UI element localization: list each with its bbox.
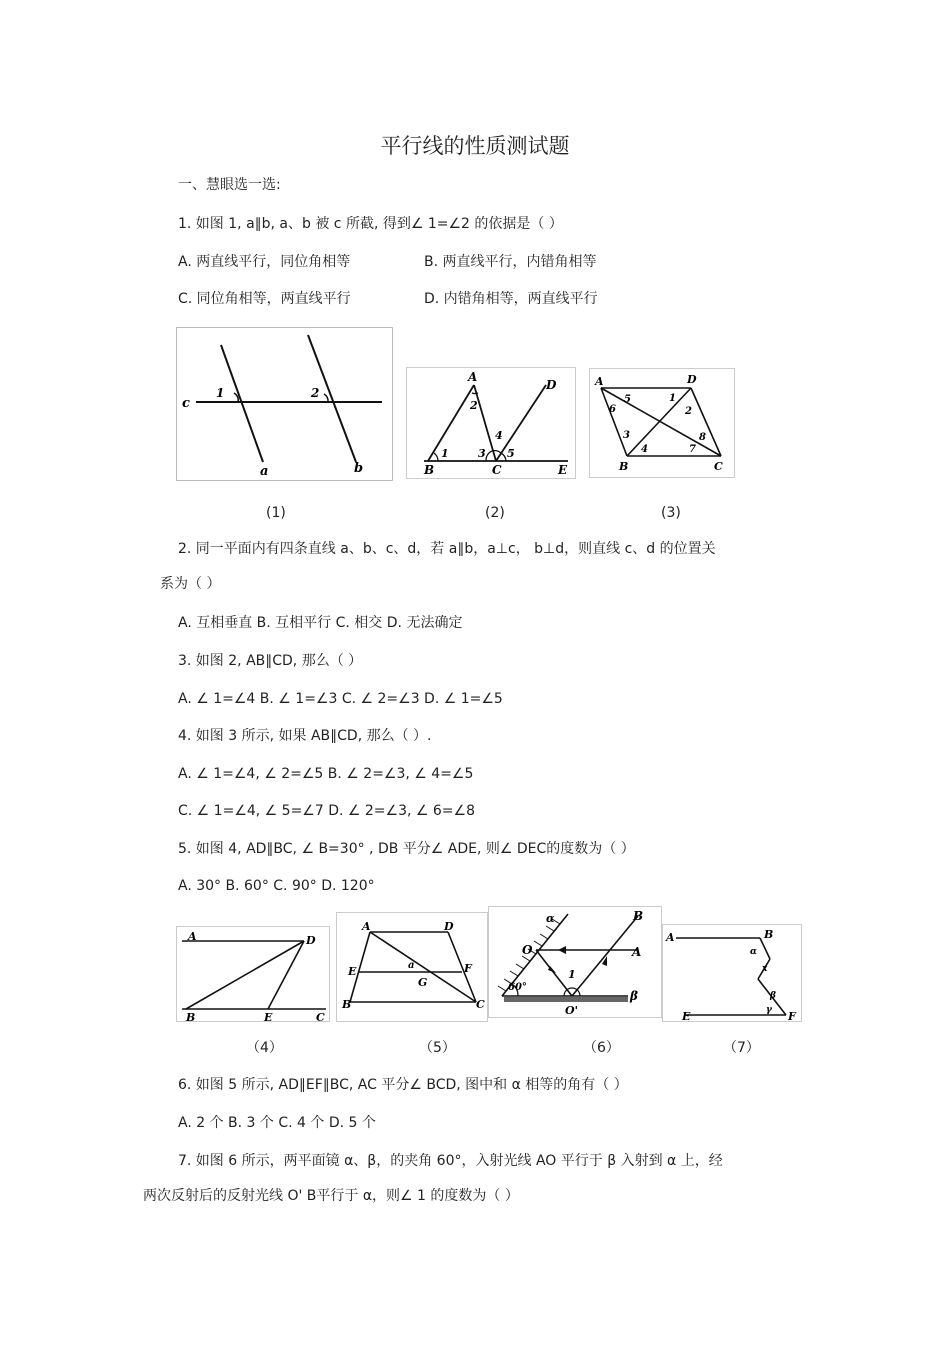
- figure-1: [176, 327, 394, 481]
- question-4-options-cd: C. ∠ 1=∠4, ∠ 5=∠7 D. ∠ 2=∠3, ∠ 6=∠8: [178, 803, 475, 819]
- fig3-label-B: B: [619, 460, 629, 473]
- figure-4: [176, 926, 330, 1022]
- fig2-label-A: A: [468, 370, 478, 384]
- figure-3-caption: (3): [661, 505, 681, 521]
- page-title: 平行线的性质测试题: [380, 134, 570, 158]
- fig3-label-2: 2: [685, 406, 692, 417]
- question-4-options-ab: A. ∠ 1=∠4, ∠ 2=∠5 B. ∠ 2=∠3, ∠ 4=∠5: [178, 766, 474, 782]
- fig4-label-B: B: [186, 1011, 196, 1022]
- question-7-stem: 7. 如图 6 所示，两平面镜 α、β，的夹角 60°，入射光线 AO 平行于 β 入射到 α 上，经: [178, 1153, 723, 1169]
- fig3-label-C: C: [714, 460, 723, 473]
- figure-1-caption: (1): [266, 505, 286, 521]
- fig3-label-3: 3: [623, 430, 630, 441]
- question-2-stem: 2. 同一平面内有四条直线 a、b、c、d，若 a∥b，a⊥c， b⊥d，则直线 c、d 的位置关: [178, 541, 716, 557]
- figure-6: [488, 906, 662, 1018]
- fig7-label-B: B: [764, 928, 774, 941]
- fig4-label-D: D: [306, 934, 316, 947]
- fig5-label-F: F: [464, 962, 472, 975]
- question-7-stem-cont: 两次反射后的反射光线 O' B平行于 α，则∠ 1 的度数为（ ）: [143, 1188, 519, 1204]
- fig7-label-F: F: [788, 1010, 796, 1022]
- fig5-label-alpha: a: [408, 960, 415, 971]
- fig5-label-E: E: [348, 965, 357, 978]
- fig5-label-G: G: [418, 976, 428, 989]
- fig2-label-D: D: [546, 378, 557, 392]
- fig5-label-C: C: [476, 998, 485, 1011]
- fig7-label-E: E: [682, 1010, 691, 1022]
- fig6-label-B: B: [633, 909, 644, 923]
- figure-2-caption: (2): [485, 505, 505, 521]
- fig3-label-D: D: [687, 373, 697, 386]
- fig6-label-beta: β: [630, 989, 638, 1003]
- section-heading: 一、慧眼选一选:: [178, 177, 281, 193]
- fig7-label-alpha: α: [750, 947, 757, 957]
- fig5-label-B: B: [342, 998, 352, 1011]
- fig1-label-a: a: [260, 464, 269, 479]
- fig3-label-6: 6: [609, 404, 616, 415]
- fig5-label-A: A: [362, 920, 371, 933]
- fig7-label-x: x: [762, 964, 768, 974]
- fig3-label-4: 4: [641, 444, 648, 455]
- figure-3: [589, 368, 735, 478]
- fig2-label-1: 1: [441, 447, 449, 460]
- question-6-options: A. 2 个 B. 3 个 C. 4 个 D. 5 个: [178, 1115, 376, 1131]
- fig7-label-A: A: [666, 931, 675, 944]
- fig4-label-A: A: [188, 930, 197, 943]
- fig7-label-gamma: γ: [766, 1005, 772, 1015]
- figure-2: [406, 367, 576, 479]
- fig2-label-4: 4: [495, 429, 503, 442]
- fig6-label-1: 1: [568, 968, 576, 981]
- fig6-label-A: A: [632, 945, 642, 959]
- fig3-label-5: 5: [624, 394, 631, 405]
- fig2-label-5: 5: [507, 447, 515, 460]
- fig6-label-60deg: 60°: [508, 982, 527, 993]
- fig1-label-b: b: [354, 461, 364, 476]
- question-4-stem: 4. 如图 3 所示, 如果 AB∥CD, 那么（ ）.: [178, 728, 432, 744]
- fig1-label-c: c: [182, 396, 190, 411]
- question-1-option-b: B. 两直线平行，内错角相等: [424, 254, 597, 270]
- figure-4-caption: （4）: [246, 1040, 283, 1056]
- fig2-label-3: 3: [478, 447, 486, 460]
- question-5-stem: 5. 如图 4, AD∥BC, ∠ B=30° , DB 平分∠ ADE, 则∠ DEC的度数为（ ）: [178, 841, 635, 857]
- fig2-label-B: B: [424, 463, 435, 477]
- fig5-label-D: D: [444, 920, 454, 933]
- question-1-option-d: D. 内错角相等，两直线平行: [424, 291, 598, 307]
- fig6-label-O-prime: O': [565, 1004, 578, 1017]
- figure-5-caption: （5）: [419, 1040, 456, 1056]
- fig3-label-7: 7: [689, 444, 696, 455]
- fig4-label-C: C: [316, 1011, 325, 1022]
- fig4-label-E: E: [264, 1011, 273, 1022]
- fig1-label-1: 1: [216, 386, 225, 400]
- question-1-option-c: C. 同位角相等，两直线平行: [178, 291, 351, 307]
- fig3-label-1: 1: [669, 393, 676, 404]
- fig6-label-O: O: [522, 943, 533, 957]
- question-3-options: A. ∠ 1=∠4 B. ∠ 1=∠3 C. ∠ 2=∠3 D. ∠ 1=∠5: [178, 691, 503, 707]
- fig7-label-beta: β: [770, 991, 776, 1001]
- figure-5: [336, 912, 488, 1022]
- question-3-stem: 3. 如图 2, AB∥CD, 那么（ ）: [178, 653, 363, 669]
- question-5-options: A. 30° B. 60° C. 90° D. 120°: [178, 878, 375, 894]
- fig3-label-8: 8: [699, 432, 706, 443]
- question-1-stem: 1. 如图 1, a∥b, a、b 被 c 所截, 得到∠ 1=∠2 的依据是（ ）: [178, 216, 563, 232]
- fig3-label-A: A: [595, 375, 604, 388]
- fig1-label-2: 2: [311, 386, 320, 400]
- fig2-label-C: C: [492, 463, 502, 477]
- figure-7-caption: （7）: [723, 1040, 760, 1056]
- question-1-option-a: A. 两直线平行，同位角相等: [178, 254, 351, 270]
- question-2-stem-cont: 系为（ ）: [160, 576, 221, 592]
- fig6-label-alpha: α: [546, 912, 555, 925]
- question-2-options: A. 互相垂直 B. 互相平行 C. 相交 D. 无法确定: [178, 615, 463, 631]
- fig2-label-E: E: [558, 463, 568, 477]
- figure-7: [662, 924, 802, 1022]
- figure-6-caption: （6）: [583, 1040, 620, 1056]
- fig2-label-2: 2: [470, 399, 478, 412]
- question-6-stem: 6. 如图 5 所示, AD∥EF∥BC, AC 平分∠ BCD, 图中和 α 相等的角有（ ）: [178, 1077, 628, 1093]
